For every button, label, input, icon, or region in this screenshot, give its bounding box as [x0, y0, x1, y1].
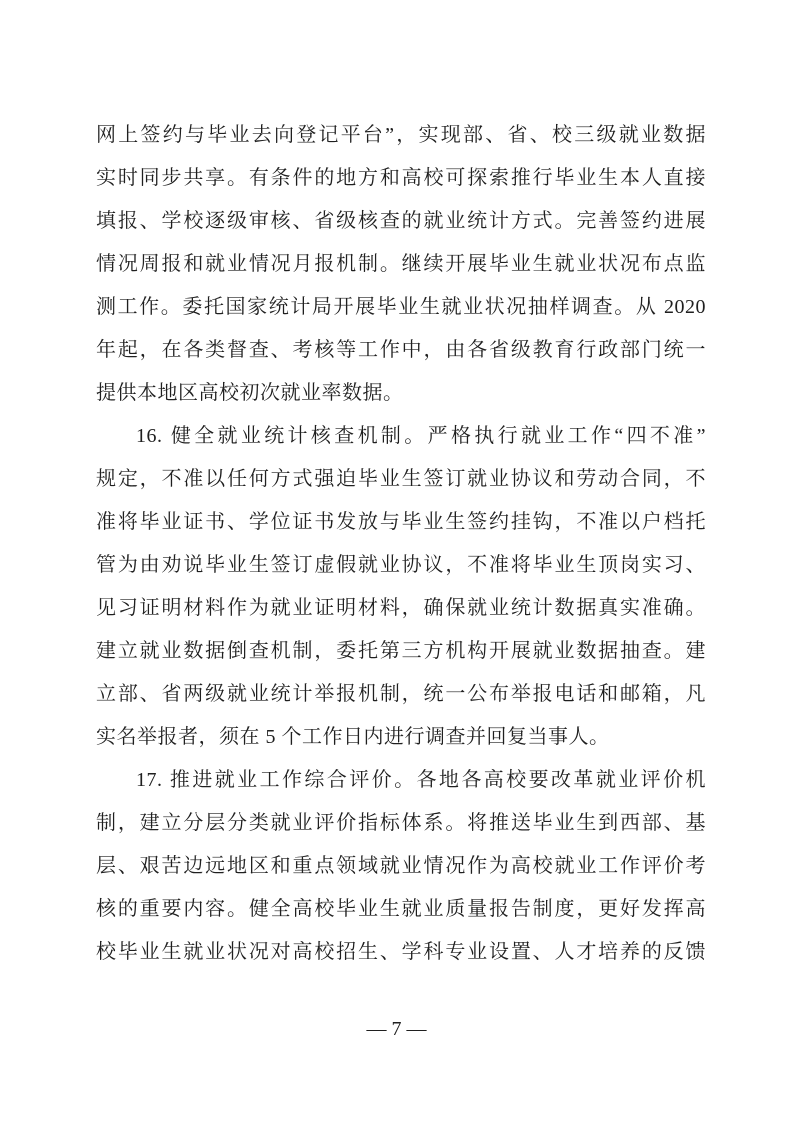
document-line: 填报、学校逐级审核、省级核查的就业统计方式。完善签约进展 [96, 210, 706, 232]
document-line: 建立就业数据倒查机制，委托第三方机构开展就业数据抽查。建 [96, 640, 706, 662]
document-body [96, 114, 706, 974]
document-line: 制，建立分层分类就业评价指标体系。将推送毕业生到西部、基 [96, 812, 706, 834]
document-line: 立部、省两级就业统计举报机制，统一公布举报电话和邮箱，凡 [96, 683, 706, 705]
document-line: 层、艰苦边远地区和重点领域就业情况作为高校就业工作评价考 [96, 855, 706, 877]
document-line: 规定，不准以任何方式强迫毕业生签订就业协议和劳动合同，不 [96, 468, 706, 490]
document-line: 网上签约与毕业去向登记平台”，实现部、省、校三级就业数据 [96, 124, 706, 146]
document-line: 校毕业生就业状况对高校招生、学科专业设置、人才培养的反馈 [96, 941, 706, 963]
page-number: — 7 — [366, 1018, 427, 1040]
document-line: 年起，在各类督查、考核等工作中，由各省级教育行政部门统一 [96, 339, 706, 361]
document-line: 实名举报者，须在 5 个工作日内进行调查并回复当事人。 [96, 726, 610, 748]
document-line: 准将毕业证书、学位证书发放与毕业生签约挂钩，不准以户档托 [96, 511, 706, 533]
document-line: 提供本地区高校初次就业率数据。 [96, 382, 404, 404]
document-line: 见习证明材料作为就业证明材料，确保就业统计数据真实准确。 [96, 597, 706, 619]
document-line-item-16: 16. 健全就业统计核查机制。严格执行就业工作“四不准” [136, 425, 706, 447]
document-line-item-17: 17. 推进就业工作综合评价。各地各高校要改革就业评价机 [136, 769, 706, 791]
document-line: 测工作。委托国家统计局开展毕业生就业状况抽样调查。从 2020 [96, 296, 706, 318]
document-line: 管为由劝说毕业生签订虚假就业协议，不准将毕业生顶岗实习、 [96, 554, 706, 576]
document-line: 核的重要内容。健全高校毕业生就业质量报告制度，更好发挥高 [96, 898, 706, 920]
document-line: 实时同步共享。有条件的地方和高校可探索推行毕业生本人直接 [96, 167, 706, 189]
document-line: 情况周报和就业情况月报机制。继续开展毕业生就业状况布点监 [96, 253, 706, 275]
